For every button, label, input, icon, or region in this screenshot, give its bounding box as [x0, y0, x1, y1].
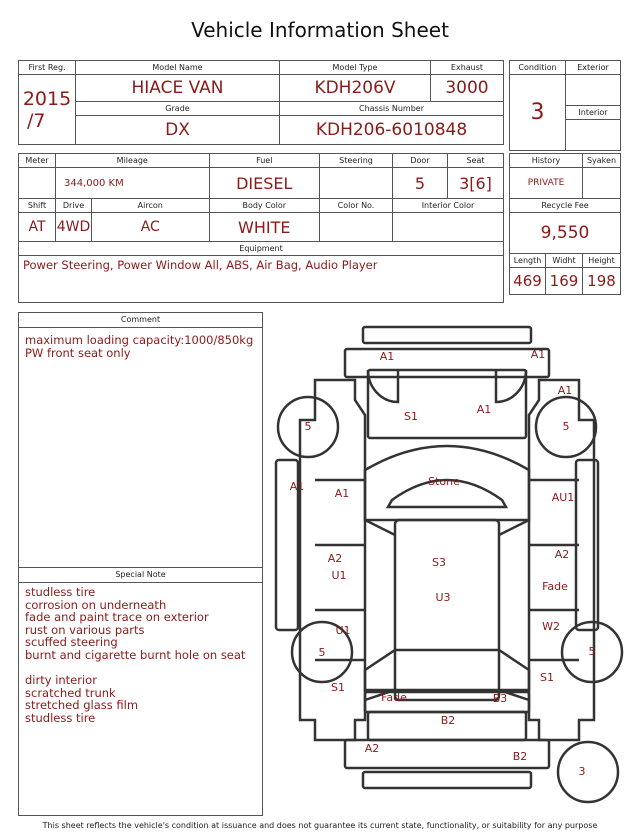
damage-mark: S1: [331, 681, 345, 694]
equipment-value: Power Steering, Power Window All, ABS, Air Bag, Audio Player: [19, 256, 504, 303]
comment-text: [19, 328, 262, 359]
damage-mark: 5: [588, 645, 596, 658]
interior-label: Interior: [566, 106, 621, 120]
first-reg-label: First Reg.: [19, 61, 76, 75]
chassis-label: Chassis Number: [280, 102, 504, 116]
damage-mark: 5: [318, 646, 326, 659]
steering-value: [320, 168, 393, 199]
width-label: Widht: [546, 254, 583, 268]
special-note-line: fade and paint trace on exterior: [25, 610, 209, 625]
special-note-line: corrosion on underneath: [25, 597, 167, 612]
special-note-line: dirty interior: [25, 673, 97, 688]
exterior-value: [566, 75, 621, 106]
condition-label: Condition: [510, 61, 566, 75]
recycle-value: 9,550: [510, 213, 621, 254]
model-type-value: KDH206V: [280, 75, 431, 102]
condition-value: 3: [510, 75, 566, 151]
damage-mark: A1: [557, 384, 573, 397]
recycle-label: Recycle Fee: [510, 199, 621, 213]
fuel-value: DIESEL: [209, 168, 319, 199]
damage-mark: B3: [492, 692, 508, 705]
steering-label: Steering: [320, 154, 393, 168]
length-value: 469: [510, 268, 546, 295]
damage-mark: S3: [432, 556, 446, 569]
aircon-label: Aircon: [92, 199, 210, 213]
height-value: 198: [583, 268, 621, 295]
damage-mark: A1: [476, 403, 492, 416]
length-label: Length: [510, 254, 546, 268]
condition-table: [509, 60, 621, 151]
damage-mark: W2: [542, 620, 560, 633]
seat-label: Seat: [448, 154, 504, 168]
damage-mark: A1: [334, 487, 350, 500]
car-damage-diagram: [270, 320, 630, 815]
damage-mark: S1: [404, 410, 418, 423]
exhaust-value: 3000: [431, 75, 504, 102]
interior-color-value: [393, 213, 504, 242]
fuel-label: Fuel: [209, 154, 319, 168]
damage-mark: B2: [512, 750, 528, 763]
special-note-label: Special Note: [19, 567, 262, 583]
grade-label: Grade: [76, 102, 280, 116]
drive-label: Drive: [56, 199, 92, 213]
special-note-line: rust on various parts: [25, 622, 145, 637]
syaken-value: [583, 168, 621, 199]
history-label: History: [510, 154, 583, 168]
special-note-line: scratched trunk: [25, 685, 116, 700]
damage-mark: 5: [304, 420, 312, 433]
special-note-line: burnt and cigarette burnt hole on seat: [25, 647, 246, 662]
damage-mark: Fade: [381, 691, 407, 704]
height-label: Height: [583, 254, 621, 268]
first-reg-value: [19, 75, 76, 145]
exhaust-label: Exhaust: [431, 61, 504, 75]
damage-mark: U1: [331, 569, 347, 582]
side-table: [509, 153, 621, 295]
interior-color-label: Interior Color: [393, 199, 504, 213]
seat-value: 3[6]: [448, 168, 504, 199]
meter-value: [19, 168, 56, 199]
model-name-value: HIACE VAN: [76, 75, 280, 102]
exterior-label: Exterior: [566, 61, 621, 75]
mileage-value: 344,000 KM: [56, 168, 210, 199]
comment-line: PW front seat only: [25, 345, 131, 360]
damage-mark: A2: [327, 552, 343, 565]
model-name-label: Model Name: [76, 61, 280, 75]
body-color-label: Body Color: [209, 199, 319, 213]
special-note-line: stretched glass film: [25, 698, 139, 713]
shift-label: Shift: [19, 199, 56, 213]
first-reg-year: 2015: [22, 87, 72, 110]
syaken-label: Syaken: [583, 154, 621, 168]
damage-mark: Fade: [542, 580, 568, 593]
damage-mark: A2: [554, 548, 570, 561]
door-value: 5: [393, 168, 448, 199]
page-title: Vehicle Information Sheet: [191, 18, 449, 42]
damage-mark: AU1: [551, 491, 575, 504]
equipment-label: Equipment: [19, 242, 504, 256]
mileage-label: Mileage: [56, 154, 210, 168]
comment-note-box: [18, 312, 263, 816]
door-label: Door: [393, 154, 448, 168]
special-note-line: studless tire: [25, 710, 96, 725]
damage-mark: A1: [530, 348, 546, 361]
color-no-value: [320, 213, 393, 242]
comment-line: maximum loading capacity:1000/850kg: [25, 333, 254, 347]
width-value: 169: [546, 268, 583, 295]
damage-mark: S1: [540, 671, 554, 684]
damage-mark: 3: [578, 765, 586, 778]
first-reg-month: /7: [27, 109, 46, 132]
damage-mark: A2: [364, 742, 380, 755]
history-value: PRIVATE: [510, 168, 583, 199]
model-type-label: Model Type: [280, 61, 431, 75]
special-note-line: studless tire: [25, 585, 96, 599]
damage-mark: U1: [335, 624, 351, 637]
damage-mark: B2: [440, 714, 456, 727]
vehicle-main-table: [18, 60, 504, 145]
special-note-line: scuffed steering: [25, 635, 118, 650]
drive-value: 4WD: [56, 213, 92, 242]
damage-mark: A1: [289, 480, 305, 493]
grade-value: DX: [76, 116, 280, 145]
damage-mark: U3: [435, 591, 451, 604]
footer-disclaimer: This sheet reflects the vehicle's condition at issuance and does not guarantee its current state, functionality, or suitability for any purpose: [42, 821, 598, 830]
special-note-text: [19, 586, 251, 725]
interior-value: [566, 120, 621, 151]
damage-mark: Stone: [428, 475, 460, 488]
color-no-label: Color No.: [320, 199, 393, 213]
damage-mark: A1: [379, 350, 395, 363]
chassis-value: KDH206-6010848: [280, 116, 504, 145]
damage-mark: 5: [562, 420, 570, 433]
meter-label: Meter: [19, 154, 56, 168]
aircon-value: AC: [92, 213, 210, 242]
body-color-value: WHITE: [209, 213, 319, 242]
details-table: [18, 153, 504, 303]
shift-value: AT: [19, 213, 56, 242]
comment-label: Comment: [19, 313, 262, 328]
